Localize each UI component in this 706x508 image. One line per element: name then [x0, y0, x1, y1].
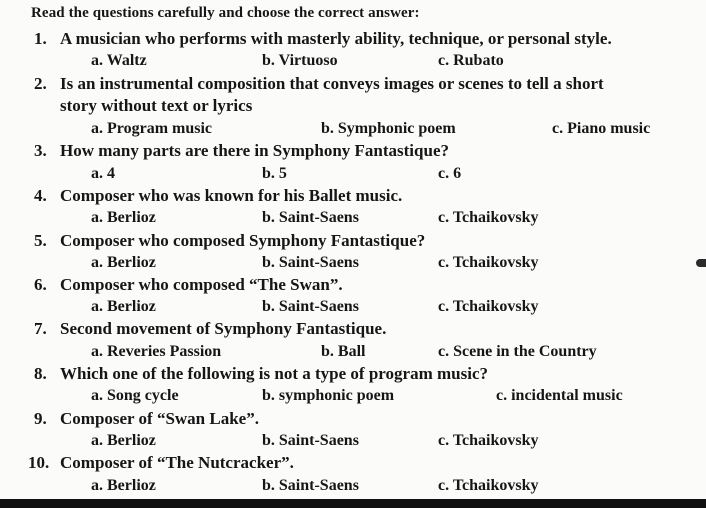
- question-3: [34, 141, 449, 161]
- question-9: [34, 409, 259, 429]
- question-7: [34, 319, 386, 339]
- option-b: b. Saint-Saens: [262, 298, 359, 315]
- question-text: Which one of the following is not a type of program music?: [60, 364, 488, 383]
- option-c: c. Tchaikovsky: [438, 432, 539, 449]
- question-8: [34, 364, 488, 384]
- question-number: 3.: [34, 141, 47, 160]
- option-c: c. Rubato: [438, 52, 504, 69]
- option-b: b. 5: [262, 165, 287, 182]
- question-number: 1.: [34, 29, 47, 48]
- question-text: Second movement of Symphony Fantastique.: [60, 319, 387, 338]
- question-number: 4.: [34, 186, 47, 205]
- question-text: How many parts are there in Symphony Fantastique?: [60, 141, 449, 160]
- option-c: c. Tchaikovsky: [438, 477, 539, 494]
- option-a: a. Program music: [91, 120, 213, 137]
- question-text: Composer who composed “The Swan”.: [60, 275, 343, 294]
- option-a: a. Reveries Passion: [91, 343, 222, 360]
- question-number: 6.: [34, 275, 47, 294]
- question-6: [34, 275, 343, 295]
- question-number: 7.: [34, 319, 47, 338]
- question-number: 2.: [34, 74, 47, 93]
- question-text: Composer of “The Nutcracker”.: [60, 453, 294, 472]
- option-a: a. Song cycle: [91, 387, 179, 404]
- question-4: [34, 186, 402, 206]
- bottom-edge-bar: [0, 499, 706, 508]
- question-1: [34, 29, 612, 49]
- option-a: a. Berlioz: [91, 477, 156, 494]
- question-text-continued: story without text or lyrics: [60, 96, 253, 115]
- option-c: c. Tchaikovsky: [438, 298, 539, 315]
- option-b: b. Virtuoso: [262, 52, 338, 69]
- question-text: A musician who performs with masterly ability, technique, or personal style.: [60, 29, 612, 48]
- option-a: a. Berlioz: [91, 432, 156, 449]
- question-number: 9.: [34, 409, 47, 428]
- option-c: c. Scene in the Country: [438, 343, 597, 360]
- option-c: c. Tchaikovsky: [438, 254, 539, 271]
- option-a: a. Waltz: [91, 52, 147, 69]
- instructions: Read the questions carefully and choose the correct answer:: [31, 5, 420, 21]
- question-2: [34, 74, 604, 94]
- question-number: 5.: [34, 231, 47, 250]
- question-10: [28, 453, 294, 473]
- question-text: Composer of “Swan Lake”.: [60, 409, 259, 428]
- option-a: a. Berlioz: [91, 298, 156, 315]
- question-number: 10.: [28, 453, 50, 472]
- option-c: c. 6: [438, 165, 462, 182]
- question-text: Composer who composed Symphony Fantastique?: [60, 231, 426, 250]
- question-5: [34, 231, 425, 251]
- option-b: b. Ball: [321, 343, 366, 360]
- option-b: b. symphonic poem: [262, 387, 395, 404]
- option-a: a. 4: [91, 165, 115, 182]
- option-b: b. Saint-Saens: [262, 254, 359, 271]
- option-b: b. Saint-Saens: [262, 209, 359, 226]
- option-b: b. Saint-Saens: [262, 432, 359, 449]
- question-number: 8.: [34, 364, 47, 383]
- option-c: c. Piano music: [552, 120, 651, 137]
- question-text: Composer who was known for his Ballet music.: [60, 186, 403, 205]
- question-text: Is an instrumental composition that conveys images or scenes to tell a short: [60, 74, 604, 93]
- option-b: b. Saint-Saens: [262, 477, 359, 494]
- option-a: a. Berlioz: [91, 254, 156, 271]
- option-c: c. Tchaikovsky: [438, 209, 539, 226]
- option-a: a. Berlioz: [91, 209, 156, 226]
- edge-mark: [696, 259, 706, 267]
- option-b: b. Symphonic poem: [321, 120, 456, 137]
- option-c: c. incidental music: [496, 387, 623, 404]
